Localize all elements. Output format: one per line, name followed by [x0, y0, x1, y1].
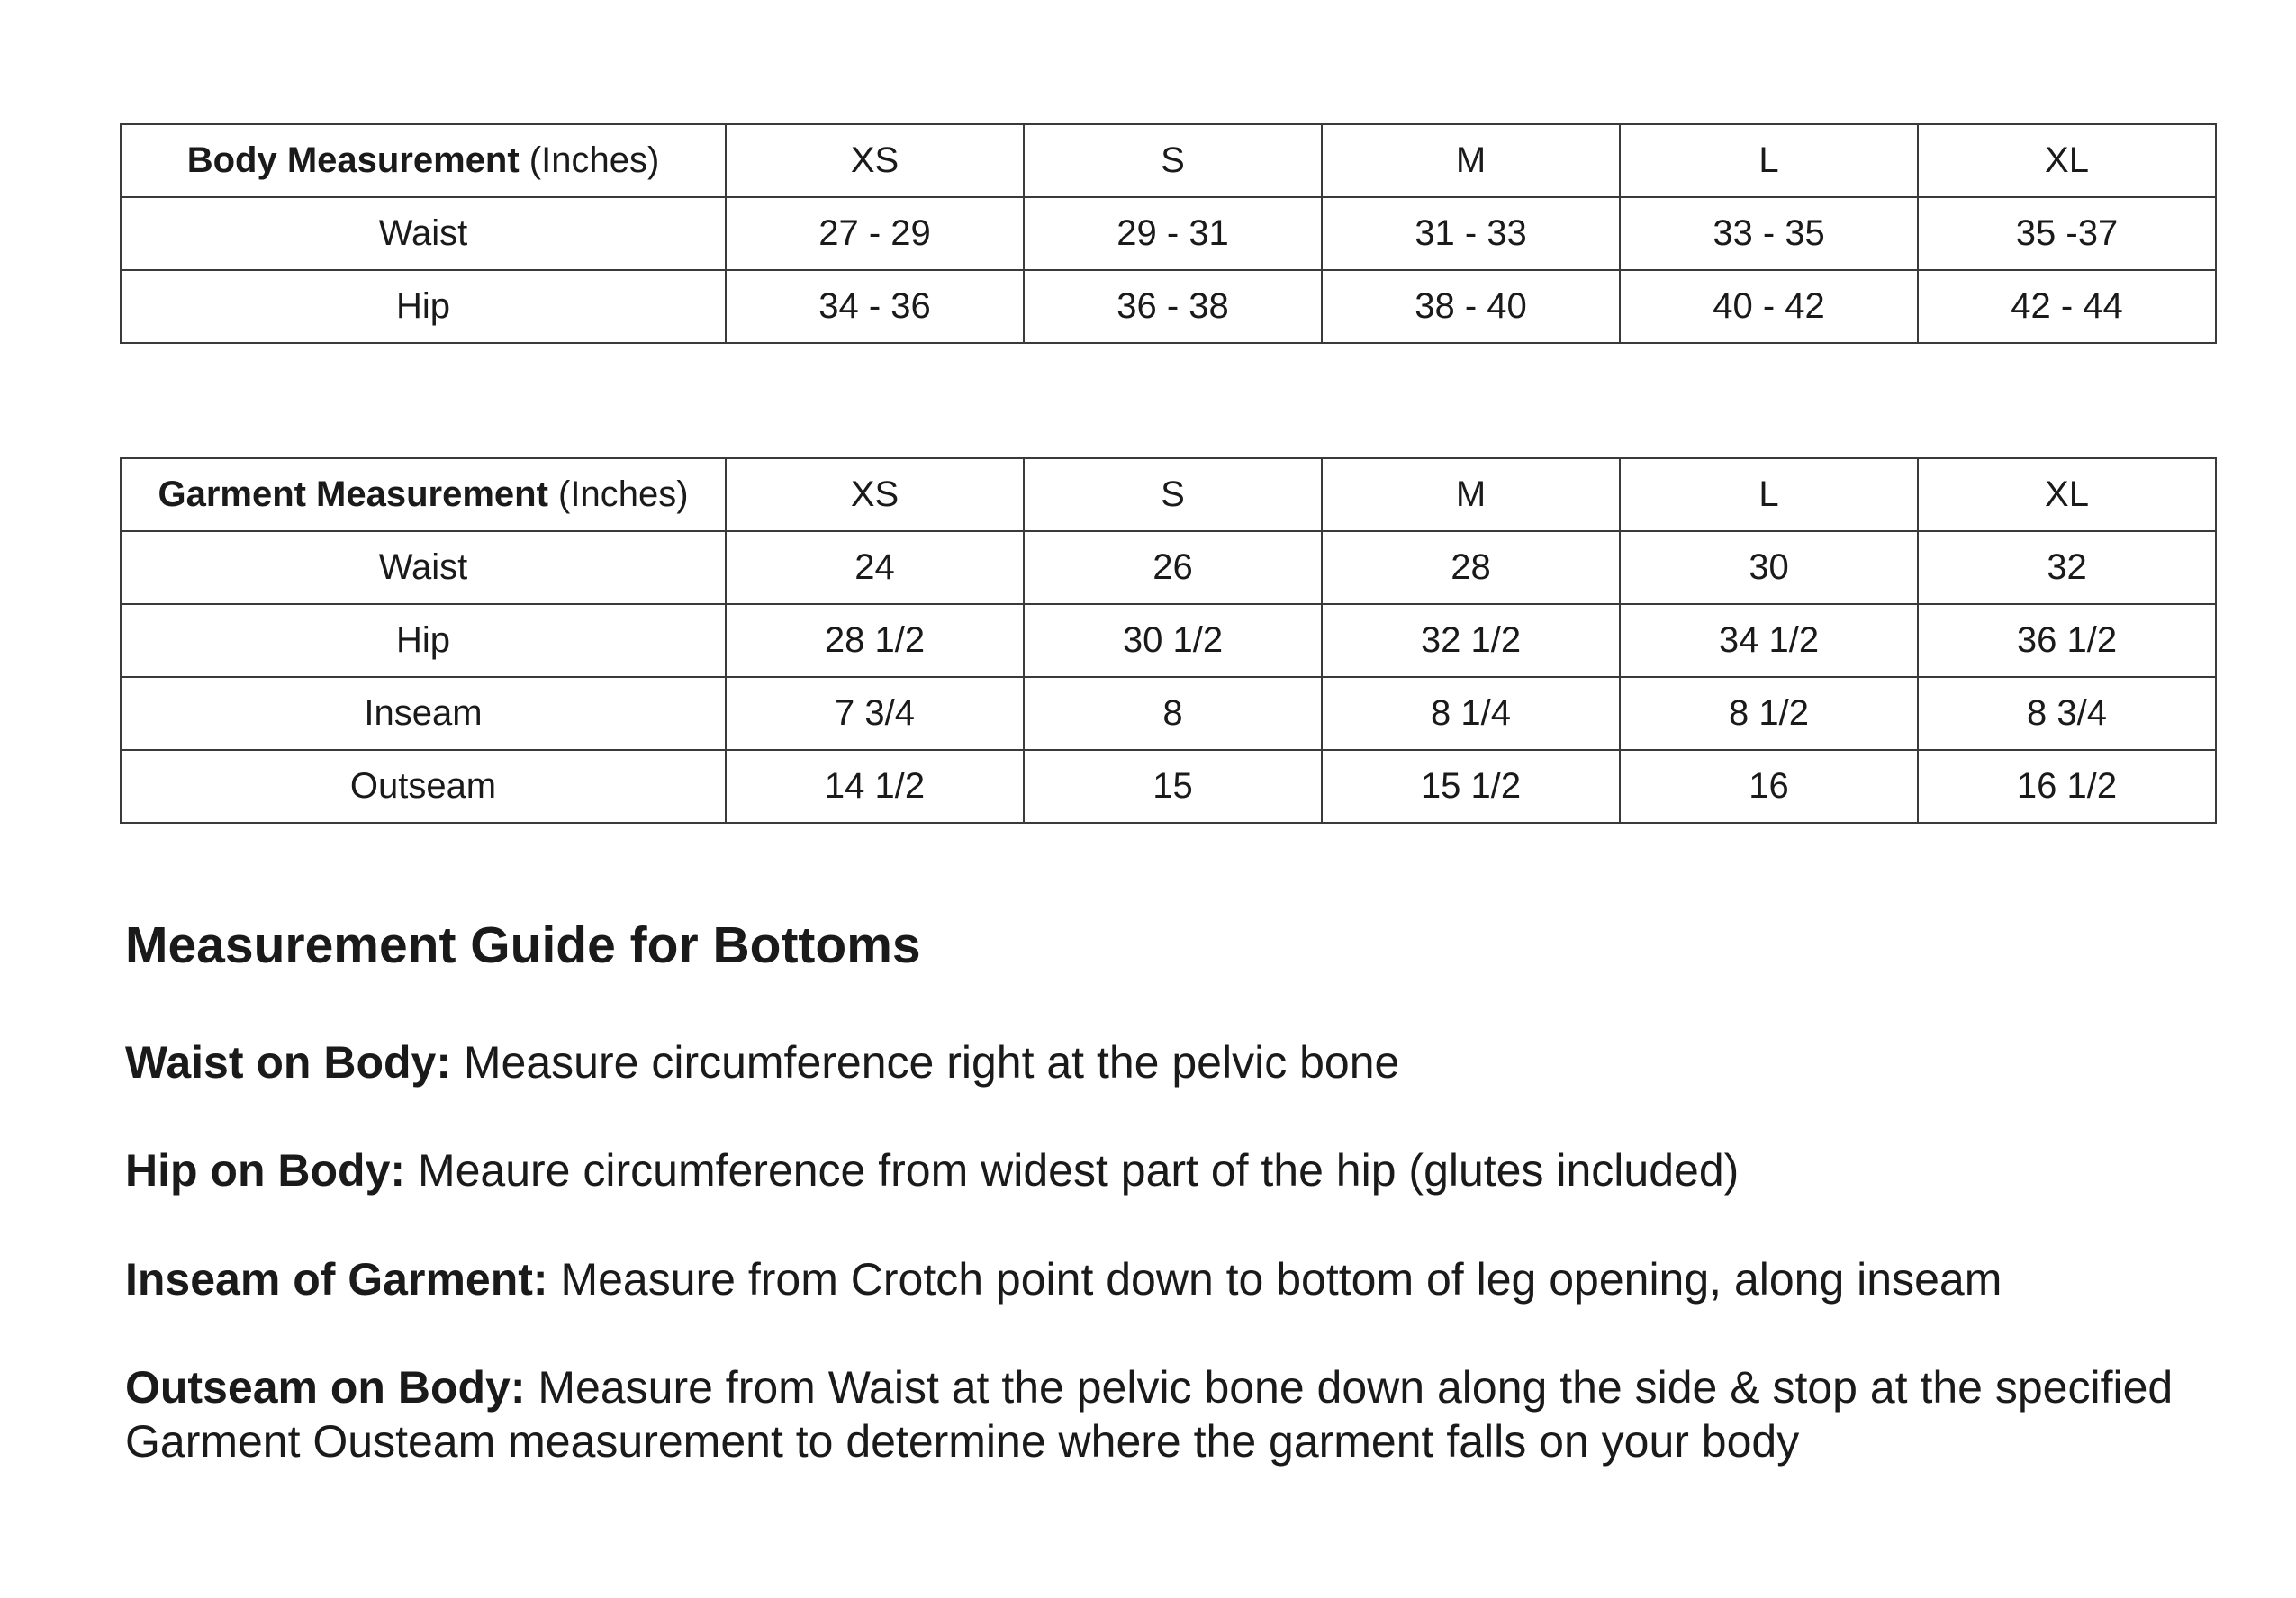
table-header-label — [121, 124, 726, 197]
table-cell: 35 -37 — [1918, 197, 2216, 270]
size-header: M — [1322, 458, 1620, 531]
guide-term: Hip on Body: — [125, 1145, 406, 1196]
table-cell: 42 - 44 — [1918, 270, 2216, 343]
table-row — [121, 531, 2216, 604]
table-header-label — [121, 458, 726, 531]
header-unit: (Inches) — [547, 474, 689, 514]
table-cell: 8 3/4 — [1918, 677, 2216, 750]
table-row — [121, 604, 2216, 677]
table-cell: 40 - 42 — [1620, 270, 1918, 343]
table-row — [121, 750, 2216, 823]
guide-term: Inseam of Garment: — [125, 1254, 548, 1305]
row-label: Hip — [121, 270, 726, 343]
guide-text: Measure from Crotch point down to bottom of leg opening, along inseam — [547, 1254, 2002, 1305]
header-title: Body Measurement — [186, 140, 520, 180]
garment-measurement-table — [120, 457, 2217, 824]
size-header: L — [1620, 458, 1918, 531]
header-unit: (Inches) — [519, 140, 660, 180]
table-cell: 28 — [1322, 531, 1620, 604]
guide-term: Waist on Body: — [125, 1037, 452, 1088]
table-cell: 32 — [1918, 531, 2216, 604]
row-label: Waist — [121, 531, 726, 604]
row-label: Outseam — [121, 750, 726, 823]
table-cell: 16 — [1620, 750, 1918, 823]
table-cell: 15 1/2 — [1322, 750, 1620, 823]
size-header: XL — [1918, 458, 2216, 531]
table-cell: 26 — [1024, 531, 1322, 604]
table-row — [121, 270, 2216, 343]
size-header: S — [1024, 458, 1322, 531]
size-header: XS — [726, 458, 1024, 531]
table-cell: 8 — [1024, 677, 1322, 750]
table-row — [121, 197, 2216, 270]
table-cell: 36 1/2 — [1918, 604, 2216, 677]
table-cell: 34 - 36 — [726, 270, 1024, 343]
table-cell: 30 1/2 — [1024, 604, 1322, 677]
guide-term: Outseam on Body: — [125, 1362, 526, 1413]
table-cell: 31 - 33 — [1322, 197, 1620, 270]
row-label: Inseam — [121, 677, 726, 750]
table-cell: 8 1/4 — [1322, 677, 1620, 750]
table-cell: 24 — [726, 531, 1024, 604]
table-cell: 15 — [1024, 750, 1322, 823]
table-cell: 28 1/2 — [726, 604, 1024, 677]
guide-item-inseam — [125, 1252, 2277, 1306]
table-cell: 34 1/2 — [1620, 604, 1918, 677]
guide-text: Measure circumference right at the pelvic bone — [451, 1037, 1400, 1088]
size-header: XL — [1918, 124, 2216, 197]
table-row — [121, 677, 2216, 750]
table-cell: 29 - 31 — [1024, 197, 1322, 270]
guide-item-outseam — [125, 1360, 2277, 1468]
row-label: Waist — [121, 197, 726, 270]
table-cell: 8 1/2 — [1620, 677, 1918, 750]
row-label: Hip — [121, 604, 726, 677]
table-cell: 38 - 40 — [1322, 270, 1620, 343]
table-header-row — [121, 124, 2216, 197]
table-cell: 33 - 35 — [1620, 197, 1918, 270]
table-header-row — [121, 458, 2216, 531]
guide-item-waist — [125, 1035, 2277, 1089]
table-cell: 36 - 38 — [1024, 270, 1322, 343]
table-cell: 16 1/2 — [1918, 750, 2216, 823]
size-header: XS — [726, 124, 1024, 197]
table-cell: 27 - 29 — [726, 197, 1024, 270]
size-header: S — [1024, 124, 1322, 197]
guide-text: Meaure circumference from widest part of the hip (glutes included) — [405, 1145, 1740, 1196]
body-measurement-table — [120, 123, 2217, 344]
table-cell: 14 1/2 — [726, 750, 1024, 823]
guide-title: Measurement Guide for Bottoms — [125, 916, 921, 974]
guide-item-hip — [125, 1143, 2277, 1197]
table-cell: 30 — [1620, 531, 1918, 604]
size-header: L — [1620, 124, 1918, 197]
table-cell: 32 1/2 — [1322, 604, 1620, 677]
table-cell: 7 3/4 — [726, 677, 1024, 750]
header-title: Garment Measurement — [158, 474, 548, 514]
size-header: M — [1322, 124, 1620, 197]
guide-text: Measure from Waist at the pelvic bone down along the side & stop at the specified Garment Ousteam measurement to determine where the garment falls on your body — [125, 1362, 2174, 1467]
